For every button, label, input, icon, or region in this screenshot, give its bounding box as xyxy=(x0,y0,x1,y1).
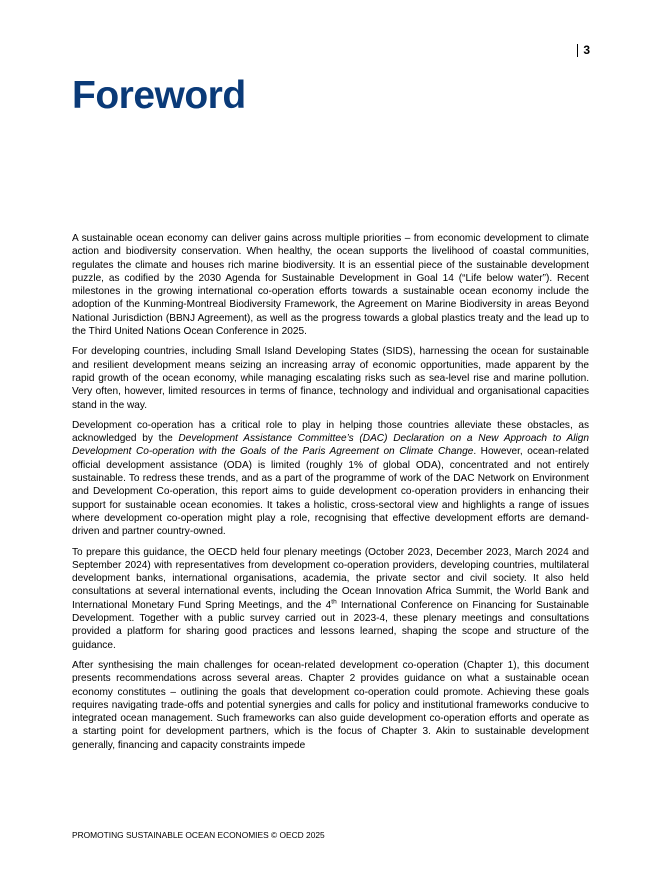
body-text xyxy=(72,232,589,759)
dac-declaration-title: Development Assistance Committee’s (DAC) Declaration on a New Approach to Align Development Co-operation with the Goals of the Paris Agreement on Climate Change xyxy=(72,433,589,458)
paragraph-4 xyxy=(72,546,589,652)
paragraph-1: A sustainable ocean economy can deliver gains across multiple priorities – from economic development to climate action and biodiversity conservation. When healthy, the ocean supports the livelihood of coastal communities, regulates the climate and houses rich marine biodiversity. It is an essential piece of the sustainable development puzzle, as codified by the 2030 Agenda for Sustainable Development in Goal 14 (“Life below water”). Recent milestones in the growing international co-operation efforts towards a sustainable ocean economy include the adoption of the Kunming-Montreal Biodiversity Framework, the Agreement on Marine Biodiversity in areas Beyond National Jurisdiction (BBNJ Agreement), as well as the progress towards a global plastics treaty and the lead up to the Third United Nations Ocean Conference in 2025. xyxy=(72,233,589,338)
paragraph-4-text-a: To prepare this guidance, the OECD held four plenary meetings (October 2023, December 2023, March 2024 and September 2024) with representatives from development co-operation providers, developing countries, multilateral development banks, international organisations, academia, the private sector and civil society. It also held consultations at several international events, including the Ocean Innovation Africa Summit, the World Bank and International Monetary Fund Spring Meetings, and the 4 xyxy=(72,546,589,611)
page-footer: PROMOTING SUSTAINABLE OCEAN ECONOMIES © OECD 2025 xyxy=(72,830,325,840)
paragraph-2: For developing countries, including Small Island Developing States (SIDS), harnessing the ocean for sustainable and resilient development means seizing an increasing array of economic opportunities, made apparent by the rapid growth of the ocean economy, while managing escalating risks such as sea-level rise and marine pollution. Very often, however, limited resources in terms of finance, technology and individual and organisational capacities stand in the way. xyxy=(72,346,589,411)
paragraph-3 xyxy=(72,419,589,539)
paragraph-3-text-a: Development co-operation has a critical role to play in helping those countries alleviate these obstacles, as acknowledged by the xyxy=(72,419,589,445)
paragraph-3-text-b: . However, ocean-related official development assistance (ODA) is limited (roughly 1% of global ODA), concentrated and not entirely sustainable. To redress these trends, and as a part of the programme of work of the DAC Network on Environment and Development Co-operation, this report aims to guide development co-operation providers in enhancing their support for sustainable ocean economies. It takes a holistic, cross-sectoral view and highlights a range of issues where development co-operation might play a role, recognising that effective development efforts are demand-driven and partner country-owned. xyxy=(72,446,589,538)
paragraph-5: After synthesising the main challenges for ocean-related development co-operation (Chapter 1), this document presents recommendations across several areas. Chapter 2 provides guidance on what a sustainable ocean economy constitutes – outlining the goals that development co-operation could promote. Achieving these goals requires navigating trade-offs and potential synergies and calls for policy and institutional frameworks conducive to integrated ocean management. Such frameworks can also guide development co-operation efforts and operate as a starting point for development partners, which is the focus of Chapter 3. Akin to sustainable development generally, financing and capacity constraints impede xyxy=(72,659,589,751)
paragraph-4-text-b: International Conference on Financing for Sustainable Development. Together with a public survey carried out in 2023-4, these plenary meetings and consultations provided a platform for sharing good practices and lessons learned, shaping the scope and structure of the guidance. xyxy=(72,599,589,651)
page-title: Foreword xyxy=(72,74,246,117)
page-number: 3 xyxy=(577,44,590,57)
ordinal-superscript: th xyxy=(331,598,337,606)
